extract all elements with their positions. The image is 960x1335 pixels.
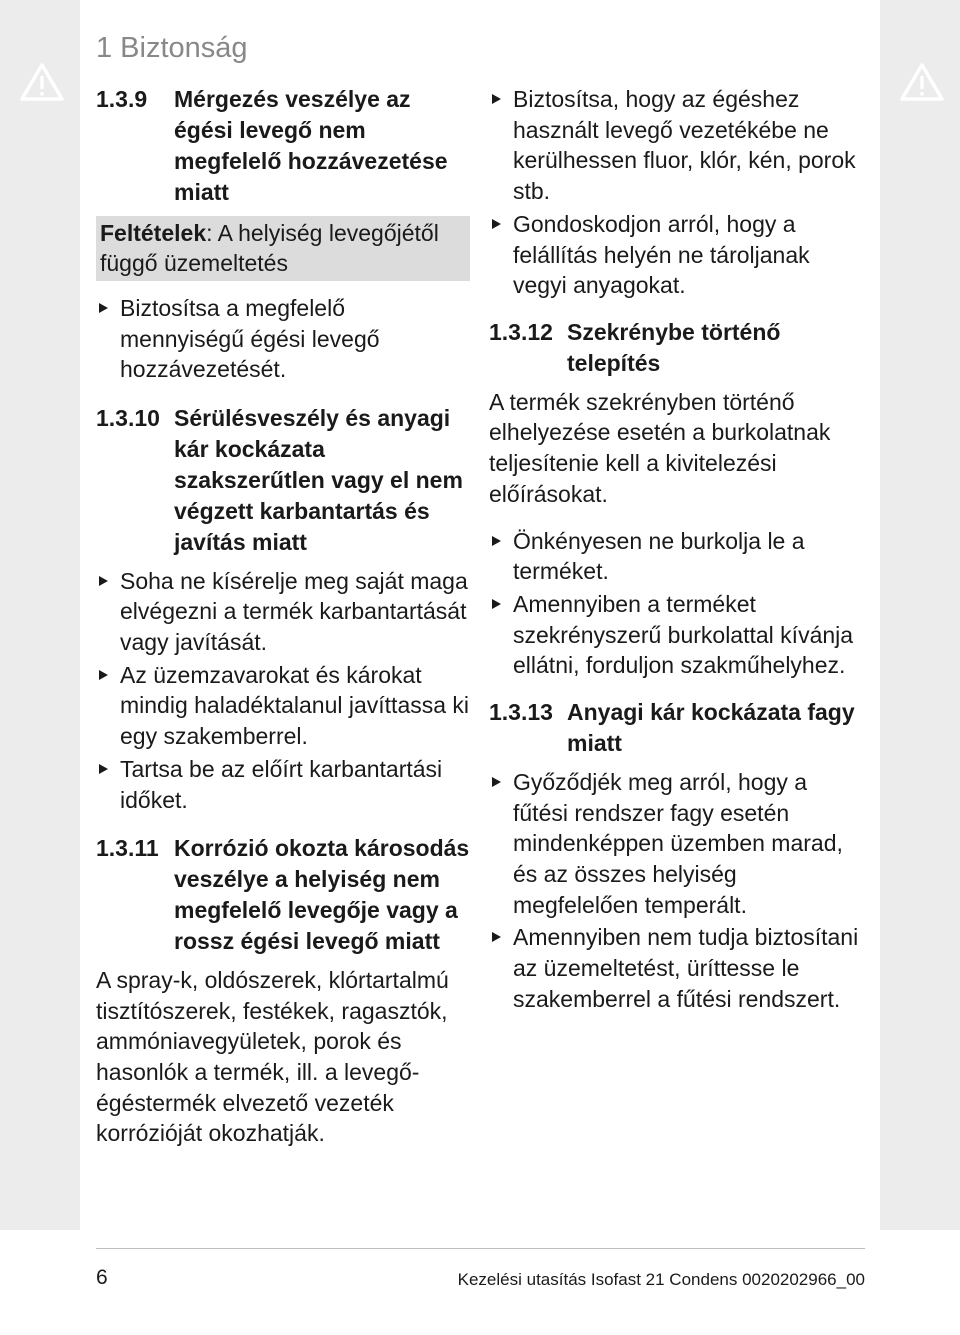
bullet-text: Biztosítsa a megfelelő mennyiségű égési levegő hozzávezetését. [120,295,380,383]
bullet-text: Tartsa be az előírt karbantartási időket. [120,755,443,813]
warning-icon [20,62,64,102]
left-column [96,84,474,1165]
section-number: 1.3.10 [96,405,160,432]
bullet-text: Amennyiben nem tudja biztosítani az üzemeltetést, üríttesse le szakemberrel a fűtési rendszert. [513,924,859,1012]
body-paragraph: A termék szekrényben történő elhelyezése esetén a burkolatnak teljesítenie kell a kivitelezési előírásokat. [489,388,831,507]
bullet-item [96,293,474,385]
left-margin-bar [0,0,80,1230]
bullet-arrow-icon [99,670,108,680]
bullet-item [489,922,867,1014]
bullet-item [489,589,867,681]
bullet-text: Biztosítsa, hogy az égéshez használt levegő vezetékébe ne kerülhessen fluor, klór, kén, porok stb. [513,86,856,205]
bullet-list [96,293,474,385]
bullet-arrow-icon [492,94,501,104]
bullet-text: Önkényesen ne burkolja le a terméket. [513,527,805,585]
bullet-text: Az üzemzavarokat és károkat mindig haladéktalanul javíttassa ki egy szakemberrel. [120,661,470,750]
condition-text: : A helyiség levegőjétől függő üzemeltetés [100,219,439,277]
document-info: Kezelési utasítás Isofast 21 Condens 0020202966_00 [457,1270,865,1289]
bullet-item [489,526,867,587]
bullet-item [489,209,867,301]
bullet-item [96,754,474,815]
bullet-list [489,526,867,682]
bullet-list [489,767,867,1015]
bullet-text: Amennyiben a terméket szekrényszerű burkolattal kívánja ellátni, forduljon szakműhelyhez. [513,590,854,679]
section-heading-1-3-11 [96,833,474,957]
right-margin-bar [880,0,960,1230]
section-heading-1-3-10 [96,403,474,558]
bullet-item [96,660,474,752]
section-heading-text: Anyagi kár kockázata fagy miatt [567,699,855,756]
section-heading-text: Szekrénybe történő telepítés [567,318,781,376]
bullet-item [489,84,867,207]
bullet-arrow-icon [492,599,501,609]
bullet-list [96,566,474,816]
footer-divider [96,1248,865,1249]
bullet-item [96,566,474,658]
right-column [489,84,867,1031]
section-heading-text: Korrózió okozta károsodás veszélye a helyiség nem megfelelő levegője vagy a rossz égési levegő miatt [174,835,470,955]
bullet-arrow-icon [99,303,108,313]
section-heading-text: Mérgezés veszélye az égési levegő nem megfelelő hozzávezetése miatt [174,86,448,205]
bullet-text: Gondoskodjon arról, hogy a felállítás helyén ne tároljanak vegyi anyagokat. [513,210,810,299]
section-heading-text: Sérülésveszély és anyagi kár kockázata szakszerűtlen vagy el nem végzett karbantartás és javítás miatt [174,405,463,555]
condition-label: Feltételek [100,219,207,246]
bullet-text: Soha ne kísérelje meg saját maga elvégezni a termék karbantartását vagy javítását. [120,567,468,656]
section-number: 1.3.12 [489,318,553,345]
bullet-item [489,767,867,921]
section-number: 1.3.9 [96,86,148,112]
section-heading-1-3-13 [489,697,867,759]
bullet-text: Győződjék meg arról, hogy a fűtési rendszer fagy esetén mindenképpen üzemben marad, és az összes helyiség megfelelően temperált. [513,768,843,918]
section-heading-1-3-9 [96,84,474,208]
section-number: 1.3.11 [96,835,159,862]
page-number: 6 [96,1266,108,1289]
section-title: 1 Biztonság [96,32,248,64]
bullet-arrow-icon [99,576,108,586]
section-heading-1-3-12 [489,317,867,379]
bullet-arrow-icon [492,219,501,229]
bullet-arrow-icon [492,777,501,787]
condition-box [96,216,470,281]
bullet-arrow-icon [99,764,108,774]
body-paragraph: A spray-k, oldószerek, klórtartalmú tisztítószerek, festékek, ragasztók, ammóniavegyületek, porok és hasonlók a termék, ill. a levegő-égéstermék elvezető vezeték korrózióját okozhatják. [96,966,449,1147]
section-number: 1.3.13 [489,699,553,726]
bullet-list [489,84,867,301]
bullet-arrow-icon [492,536,501,546]
bullet-arrow-icon [492,932,501,942]
warning-icon [900,62,944,102]
